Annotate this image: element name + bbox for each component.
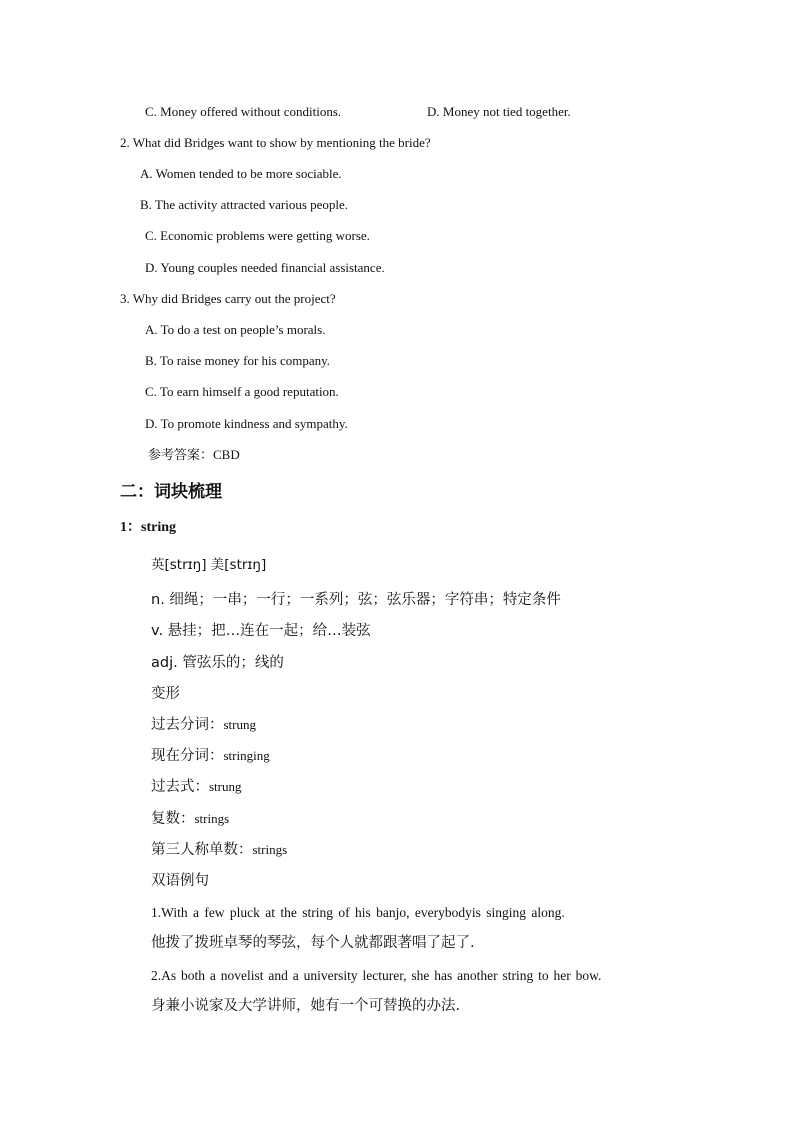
q2-option-a: A. Women tended to be more sociable.: [140, 166, 342, 181]
q2-question: 2. What did Bridges want to show by mentioning the bride?: [120, 135, 431, 150]
q2-option-d: D. Young couples needed financial assistance.: [145, 260, 385, 275]
entry-phonetic: 英[strɪŋ] 美[strɪŋ]: [151, 557, 267, 573]
q3-option-d: D. To promote kindness and sympathy.: [145, 416, 348, 431]
forms-title: 变形: [151, 686, 180, 702]
q3-option-a: A. To do a test on people’s morals.: [145, 322, 326, 337]
form-present-participle: [151, 747, 270, 765]
q1-option-c: C. Money offered without conditions.: [145, 104, 342, 119]
q3-option-b: B. To raise money for his company.: [145, 353, 331, 368]
q2-option-b: B. The activity attracted various people.: [140, 197, 349, 212]
example-2-zh: 身兼小说家及大学讲师，她有一个可替换的办法.: [151, 998, 461, 1014]
form-value: strung: [223, 717, 256, 732]
q1-option-d: D. Money not tied together.: [427, 104, 571, 119]
entry-heading: 1：string: [120, 520, 176, 535]
entry-verb-definition: v. 悬挂；把…连在一起；给…装弦: [151, 623, 371, 639]
q3-question: 3. Why did Bridges carry out the project?: [120, 291, 336, 306]
answer-line: [148, 446, 240, 465]
form-value: strings: [252, 842, 288, 857]
form-third-person: [151, 841, 287, 859]
form-label: 过去式：: [151, 779, 209, 795]
q2-option-c: C. Economic problems were getting worse.: [145, 228, 370, 243]
form-label: 现在分词：: [151, 748, 224, 764]
form-past-participle: [151, 716, 256, 734]
form-value: strung: [209, 779, 242, 794]
form-past-tense: [151, 778, 242, 796]
form-plural: [151, 810, 229, 828]
form-value: strings: [194, 811, 230, 826]
example-1-en: 1.With a few pluck at the string of his banjo, everybodyis singing along.: [151, 905, 565, 920]
form-label: 复数：: [151, 811, 195, 827]
answer-value: CBD: [213, 447, 240, 462]
examples-title: 双语例句: [151, 873, 209, 889]
q1-options-row: [145, 103, 745, 121]
answer-label: 参考答案：: [148, 448, 214, 463]
form-value: stringing: [223, 748, 270, 763]
entry-adj-definition: adj. 管弦乐的；线的: [151, 655, 284, 671]
q3-option-c: C. To earn himself a good reputation.: [145, 384, 339, 399]
example-2-en: 2.As both a novelist and a university lecturer, she has another string to her bow.: [151, 968, 602, 983]
example-1-zh: 他拨了拨班卓琴的琴弦，每个人就都跟著唱了起了.: [151, 935, 475, 951]
form-label: 第三人称单数：: [151, 842, 253, 858]
form-label: 过去分词：: [151, 717, 224, 733]
entry-noun-definition: n. 细绳；一串；一行；一系列；弦；弦乐器；字符串；特定条件: [151, 592, 561, 608]
section-title: 二：词块梳理: [120, 482, 222, 502]
